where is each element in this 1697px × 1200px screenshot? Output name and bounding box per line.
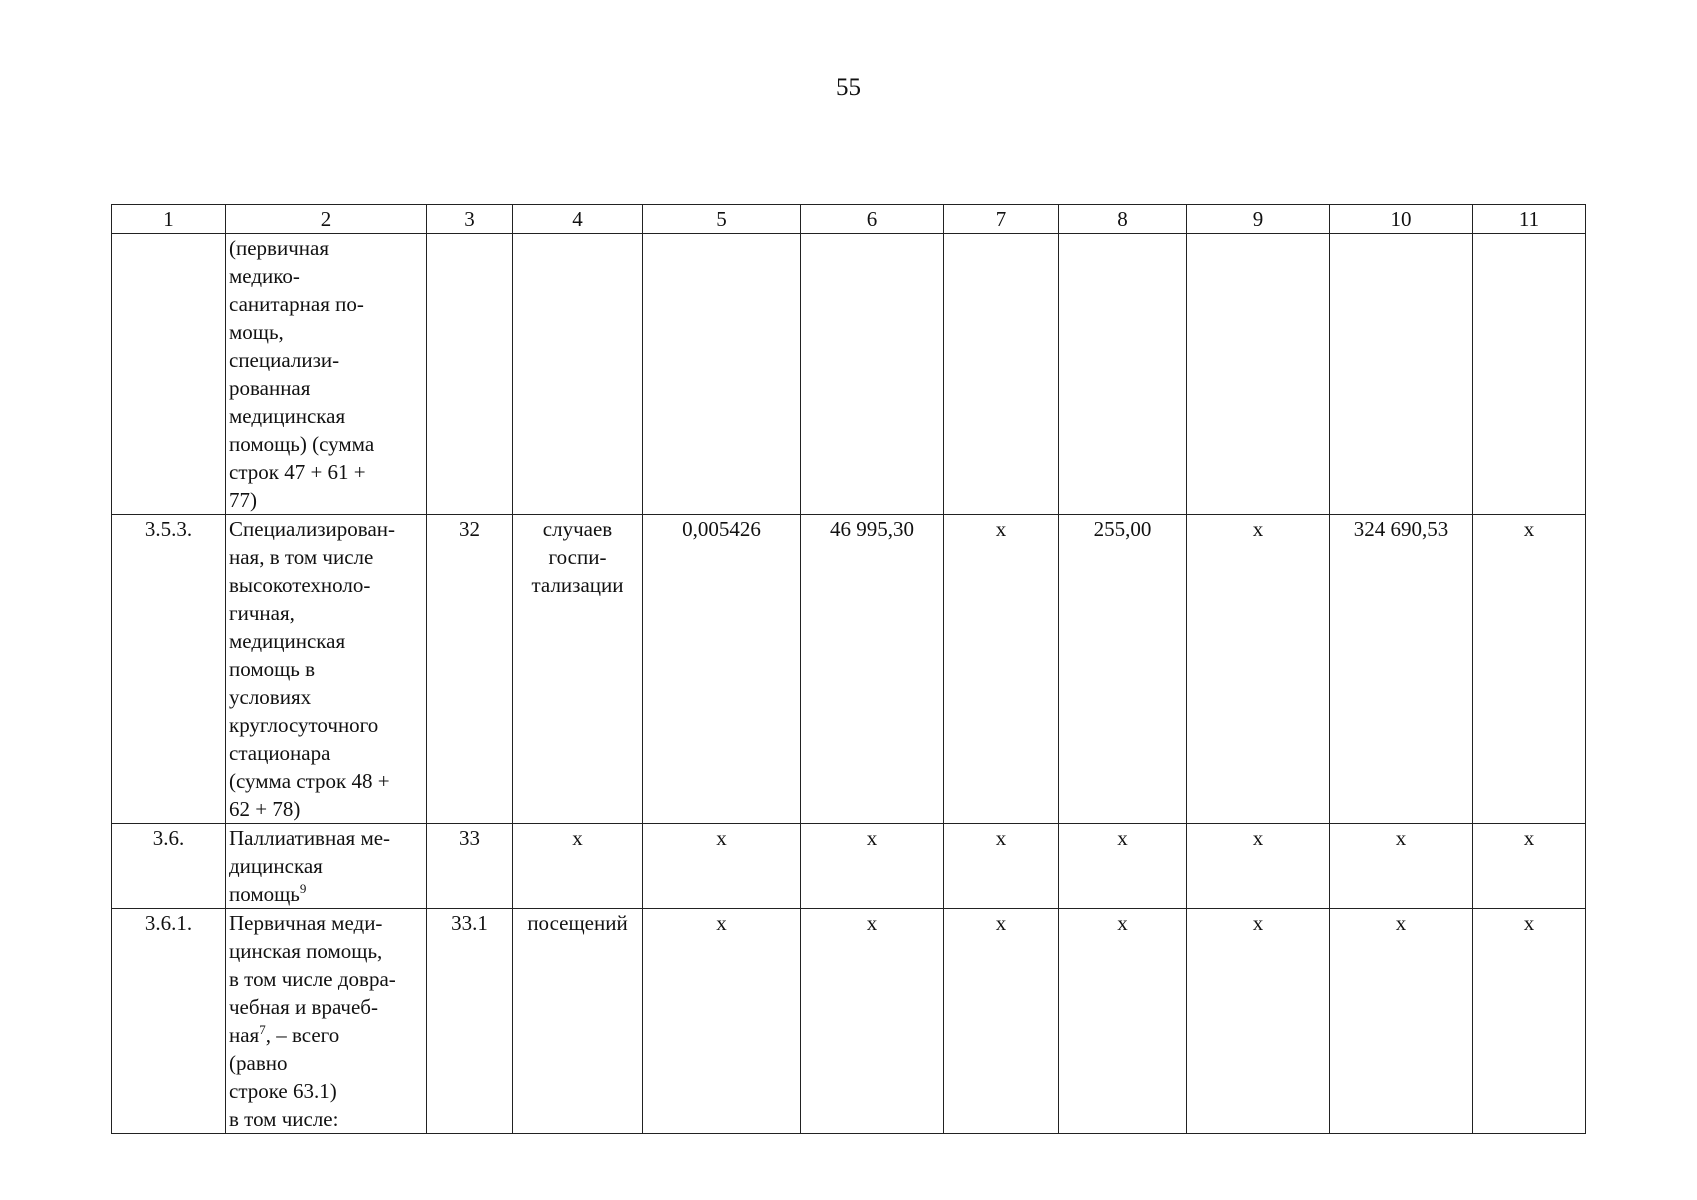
line-code-cell — [427, 234, 513, 515]
column-number-cell: 11 — [1473, 205, 1586, 234]
line-code-cell: 32 — [427, 515, 513, 824]
row-description-cell — [226, 515, 427, 824]
row-description-cell — [226, 909, 427, 1134]
header-row — [112, 205, 1586, 234]
column-number-cell: 1 — [112, 205, 226, 234]
column-number-cell: 5 — [643, 205, 801, 234]
value-cell: х — [944, 909, 1059, 1134]
column-number-cell: 2 — [226, 205, 427, 234]
value-cell — [1187, 234, 1330, 515]
value-cell: х — [643, 909, 801, 1134]
column-number-cell: 7 — [944, 205, 1059, 234]
value-cell: х — [1473, 909, 1586, 1134]
value-cell: х — [1187, 909, 1330, 1134]
column-number-cell: 9 — [1187, 205, 1330, 234]
row-description-cell — [226, 234, 427, 515]
value-cell: 0,005426 — [643, 515, 801, 824]
value-cell: 324 690,53 — [1330, 515, 1473, 824]
value-cell: 255,00 — [1059, 515, 1187, 824]
row-description-text: Специализирован- ная, в том числе высокотехноло- гичная, медицинская помощь в условиях круглосуточного стационара (сумма строк 48 + 62 + 78) — [229, 517, 395, 821]
unit-cell: случаев госпи- тализации — [513, 515, 643, 824]
footnote-mark: 9 — [299, 881, 307, 896]
value-cell: х — [944, 515, 1059, 824]
value-cell: х — [1059, 824, 1187, 909]
value-cell: 46 995,30 — [801, 515, 944, 824]
table-row — [112, 515, 1586, 824]
row-description-text: Паллиативная ме- дицинская помощь — [229, 826, 391, 906]
row-number-cell: 3.6.1. — [112, 909, 226, 1134]
line-code-cell: 33.1 — [427, 909, 513, 1134]
value-cell: х — [1187, 515, 1330, 824]
value-cell — [944, 234, 1059, 515]
unit-cell — [513, 234, 643, 515]
table-row — [112, 909, 1586, 1134]
unit-cell: посещений — [513, 909, 643, 1134]
value-cell — [1473, 234, 1586, 515]
value-cell: х — [643, 824, 801, 909]
line-code-cell: 33 — [427, 824, 513, 909]
row-number-cell — [112, 234, 226, 515]
data-table — [111, 204, 1586, 1134]
value-cell: х — [1059, 909, 1187, 1134]
value-cell: х — [944, 824, 1059, 909]
value-cell: х — [1330, 909, 1473, 1134]
value-cell: х — [1187, 824, 1330, 909]
row-description-tail: , – всего (равно строке 63.1) в том числе: — [229, 1023, 340, 1131]
row-number-cell: 3.6. — [112, 824, 226, 909]
table-row — [112, 234, 1586, 515]
value-cell: х — [801, 909, 944, 1134]
table-row — [112, 824, 1586, 909]
row-description-cell — [226, 824, 427, 909]
value-cell: х — [1473, 824, 1586, 909]
page-number: 55 — [836, 74, 861, 101]
column-number-cell: 6 — [801, 205, 944, 234]
value-cell: х — [1330, 824, 1473, 909]
row-number-cell: 3.5.3. — [112, 515, 226, 824]
value-cell — [1059, 234, 1187, 515]
value-cell — [801, 234, 944, 515]
unit-cell: х — [513, 824, 643, 909]
row-description-text: (первичная медико- санитарная по- мощь, специализи- рованная медицинская помощь) (сумма строк 47 + 61 + 77) — [229, 236, 375, 512]
column-number-cell: 8 — [1059, 205, 1187, 234]
value-cell: х — [1473, 515, 1586, 824]
row-description-text: Первичная меди- цинская помощь, в том числе довра- чебная и врачеб- ная — [229, 911, 396, 1047]
column-number-cell: 4 — [513, 205, 643, 234]
footnote-mark: 7 — [259, 1022, 266, 1037]
column-number-cell: 10 — [1330, 205, 1473, 234]
column-number-cell: 3 — [427, 205, 513, 234]
value-cell — [1330, 234, 1473, 515]
value-cell: х — [801, 824, 944, 909]
value-cell — [643, 234, 801, 515]
